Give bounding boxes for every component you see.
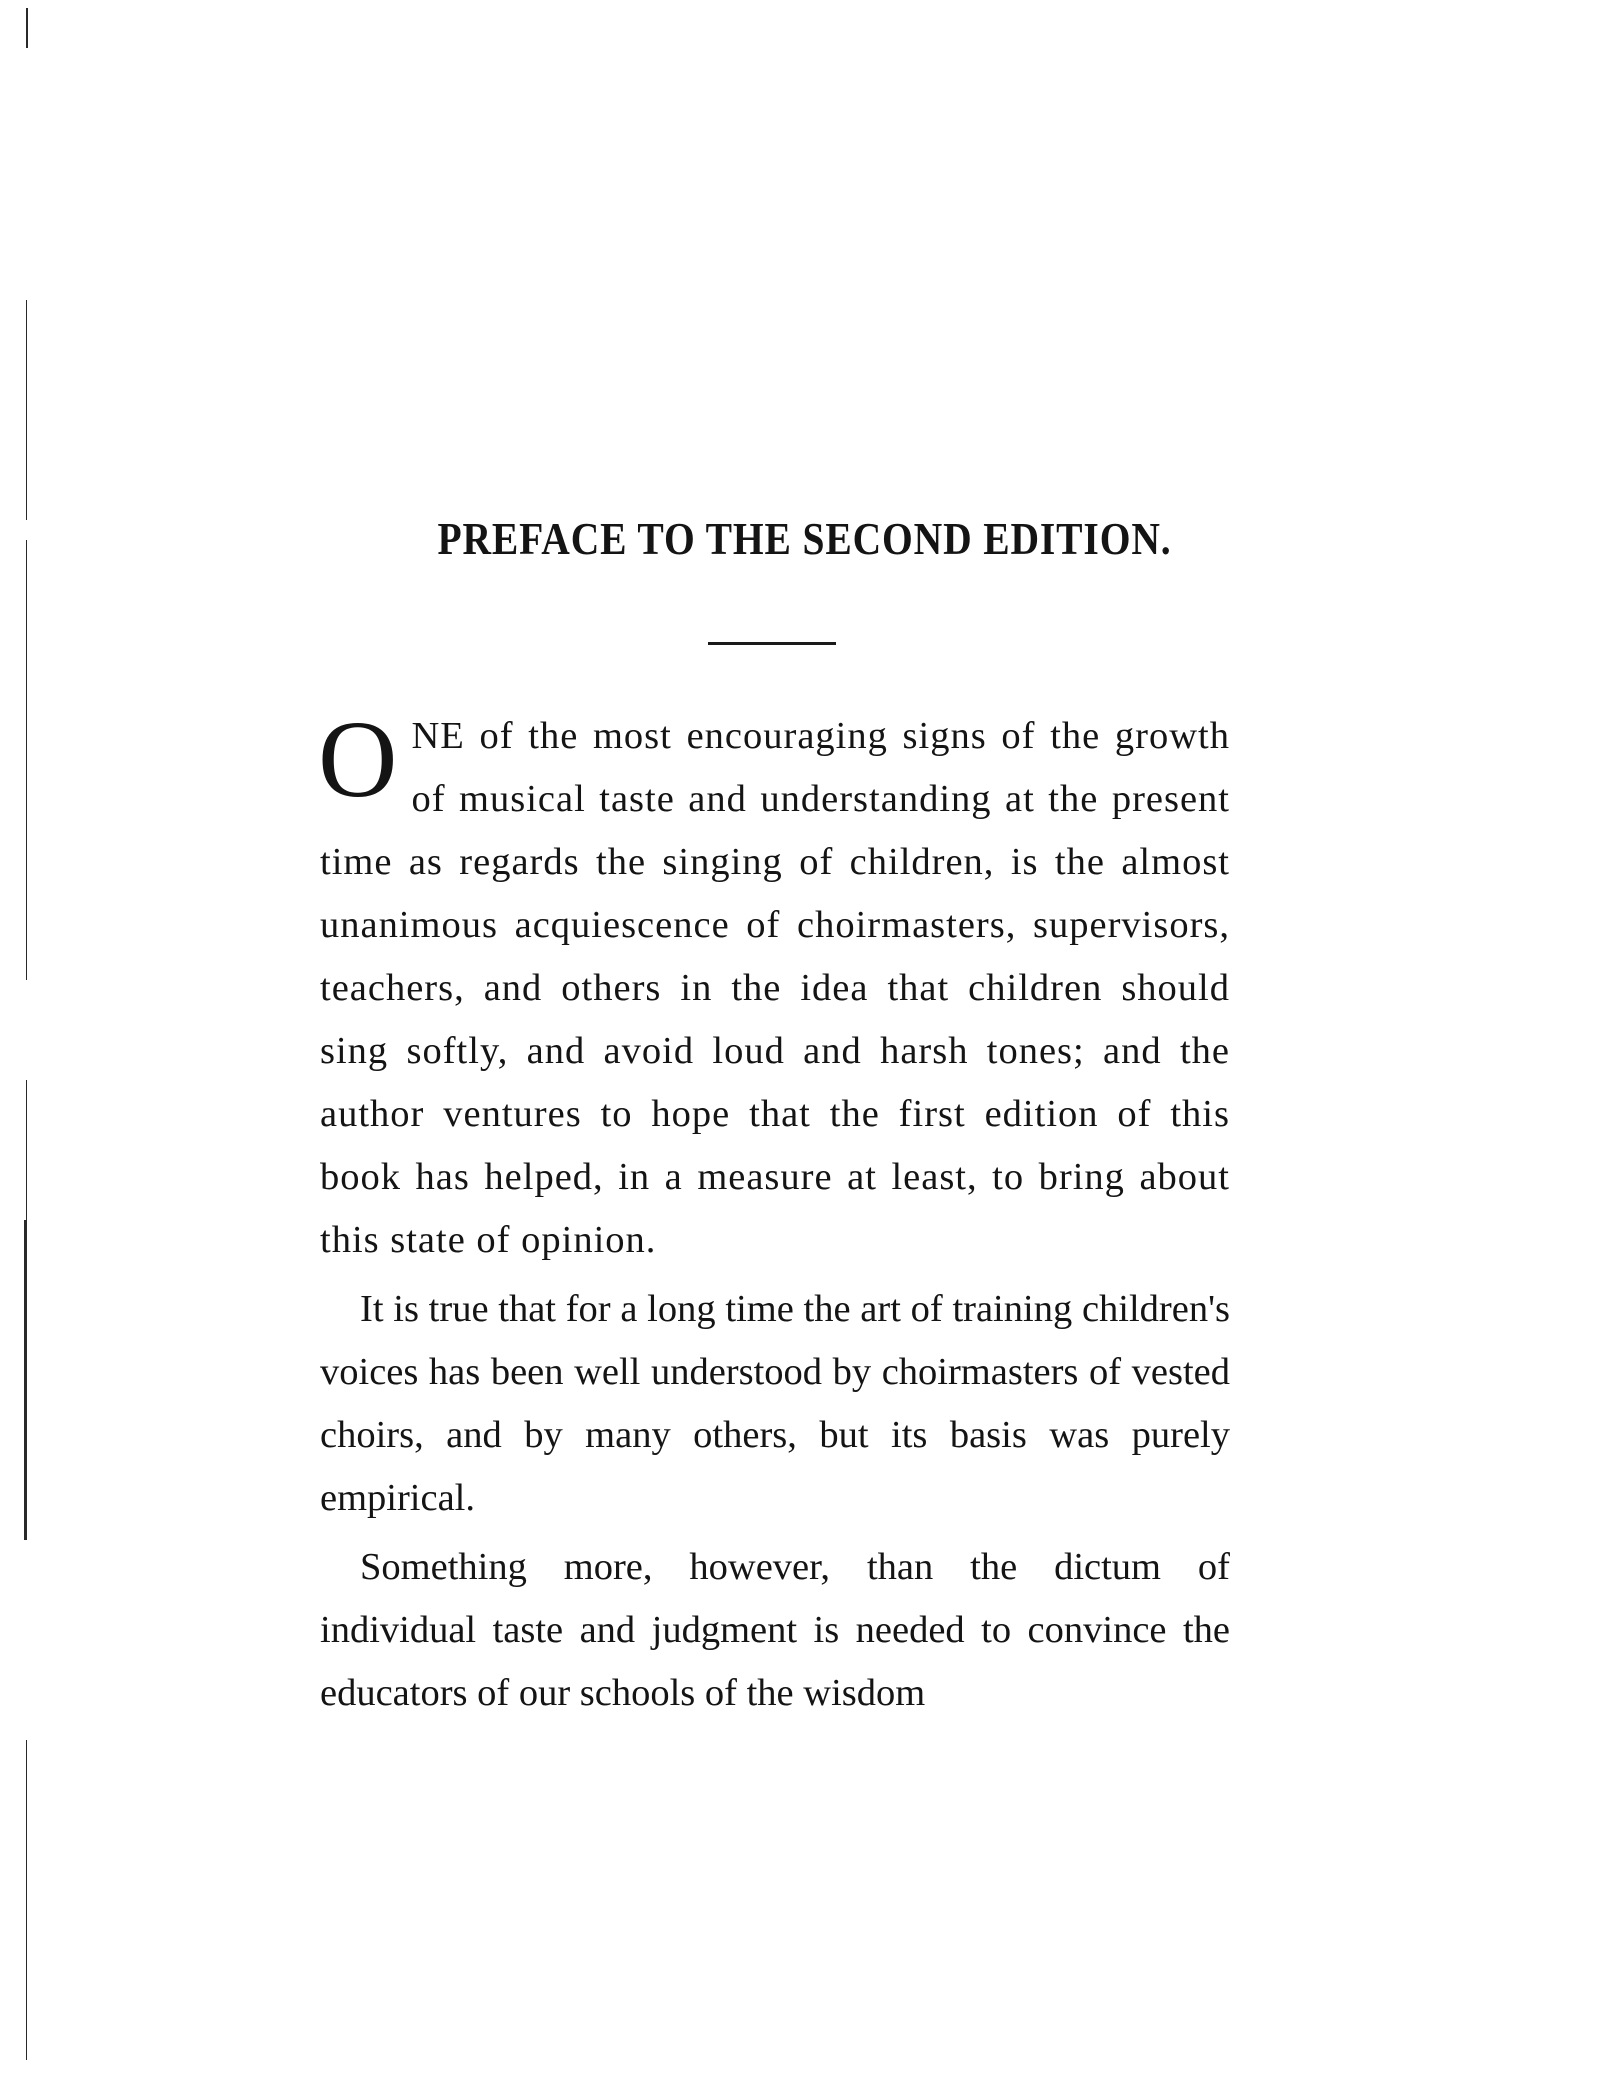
- paragraph-2: It is true that for a long time the art of training children's voices has been well understood by choirmasters of vested choirs, and by many others, but its basis was purely empirical.: [320, 1288, 1230, 1519]
- title-rule: [708, 642, 836, 645]
- scan-edge-mark: [26, 8, 28, 48]
- scan-edge-mark: [26, 1740, 27, 2060]
- scan-edge-mark: [26, 1080, 27, 1540]
- paragraph-3: Something more, however, than the dictum of individual taste and judgment is needed to convince the educators of our schools of the wisdom: [320, 1546, 1230, 1714]
- scan-edge-mark: [26, 300, 27, 520]
- preface-body: [318, 698, 1230, 1731]
- paragraph-1-text: NE of the most encouraging signs of the growth of musical taste and understanding at the present time as regards the singing of children, is the almost unanimous acquiescence of choirmasters, supervisors, teachers, and others in the idea that children should sing softly, and avoid loud and harsh tones; and the author ventures to hope that the first edition of this book has helped, in a measure at least, to bring about this state of opinion.: [320, 715, 1230, 1261]
- page-title: PREFACE TO THE SECOND EDITION.: [437, 513, 1172, 564]
- drop-cap: O: [318, 698, 398, 820]
- scan-edge-mark: [26, 540, 27, 980]
- paragraph-1: [318, 698, 1230, 1272]
- scan-edge-mark: [24, 1220, 26, 1540]
